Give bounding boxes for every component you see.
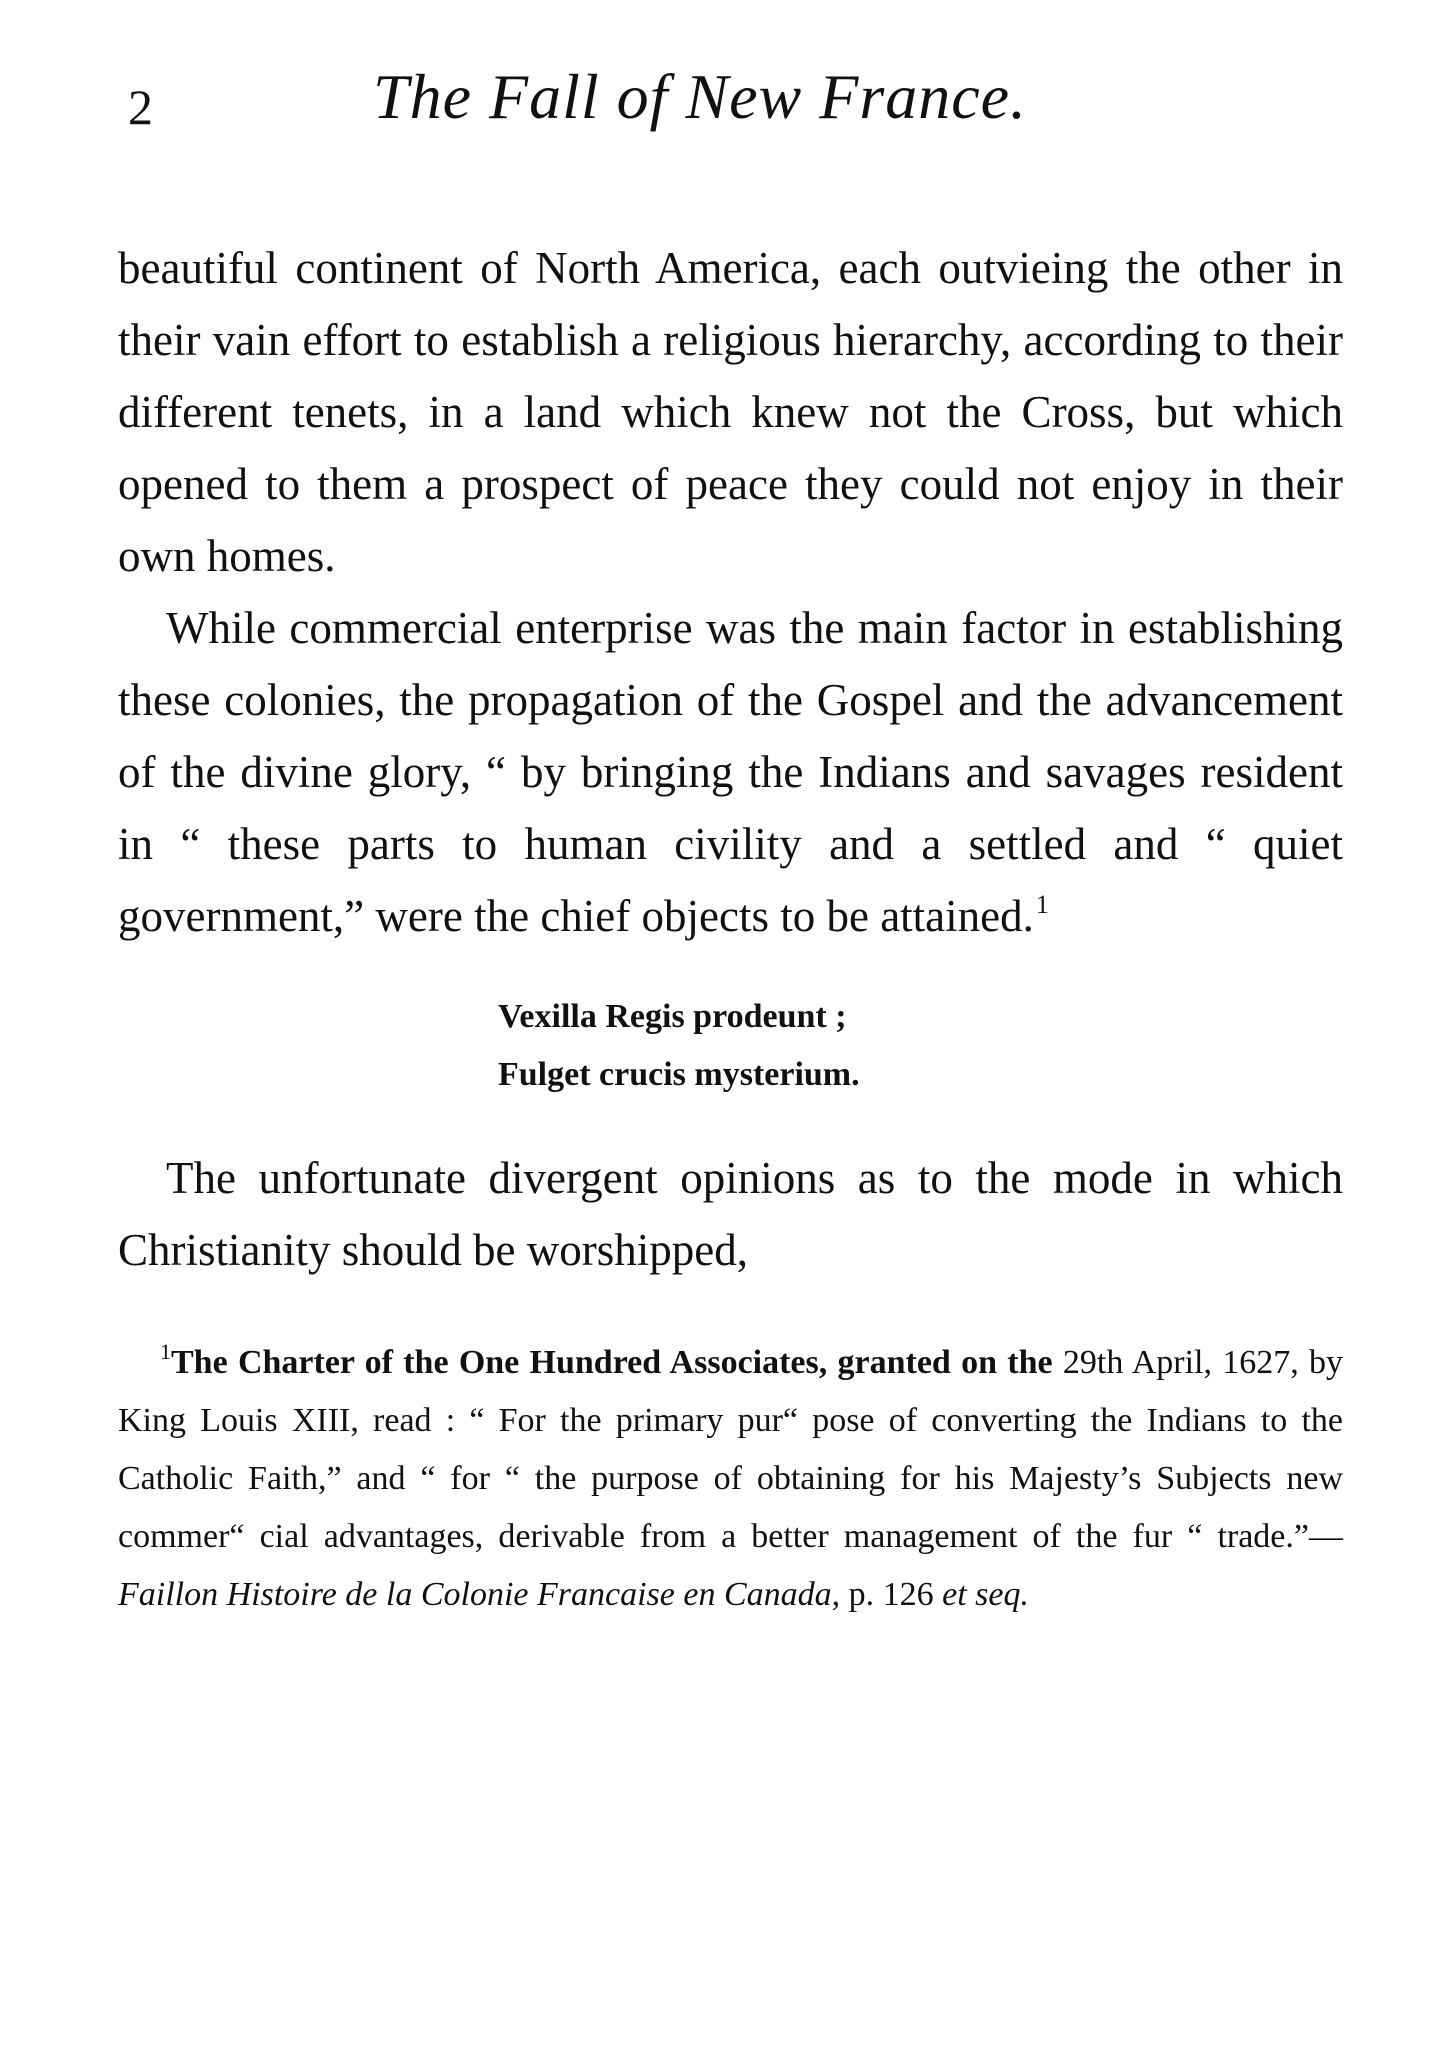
latin-verse xyxy=(118,988,1343,1104)
footnote-reference: 1 xyxy=(1035,890,1049,919)
running-title: The Fall of New France. xyxy=(373,61,1028,132)
footnote-text: 29th April, 1627, by King Louis XIII, read : “ For the primary pur“ pose of converting the Indians to the Catholic Faith,” and “ for “ the purpose of obtaining for his Majesty’s Subjects new commer“ cial advantages, derivable from a better management of the fur “ trade.”— xyxy=(118,1344,1343,1555)
footnote-page-ref: , p. 126 xyxy=(831,1576,943,1613)
footnote-opening: The Charter of the One Hundred Associates, granted on the xyxy=(171,1344,1053,1381)
page-number: 2 xyxy=(128,79,153,135)
paragraph-text: While commercial enterprise was the main factor in establishing these colonies, the propagation of the Gospel and the advancement of the divine glory, “ by bringing the Indians and savages resident in “ these parts to human civility and a settled and “ quiet government,” were the chief objects to be attained. xyxy=(118,603,1343,941)
footnote-citation: Faillon Histoire de la Colonie Francaise en Canada xyxy=(118,1576,832,1613)
paragraph-continuation: beautiful continent of North America, each outvieing the other in their vain effort to establish a religious hierarchy, according to their different tenets, in a land which knew not the Cross, but which opened to them a prospect of peace they could not enjoy in their own homes. xyxy=(118,243,1343,581)
running-head xyxy=(118,60,1343,160)
footnote-et-seq: et seq. xyxy=(942,1576,1029,1613)
verse-line: Fulget crucis mysterium. xyxy=(498,1056,860,1093)
paragraph-divergent-opinions: The unfortunate divergent opinions as to the mode in which Christianity should be worshipped, xyxy=(118,1153,1343,1275)
footnote-marker: 1 xyxy=(160,1339,171,1364)
paragraph-commercial-enterprise xyxy=(118,592,1343,952)
footnote xyxy=(118,1334,1343,1624)
book-page xyxy=(118,60,1343,1658)
verse-line: Vexilla Regis prodeunt ; xyxy=(498,998,847,1035)
